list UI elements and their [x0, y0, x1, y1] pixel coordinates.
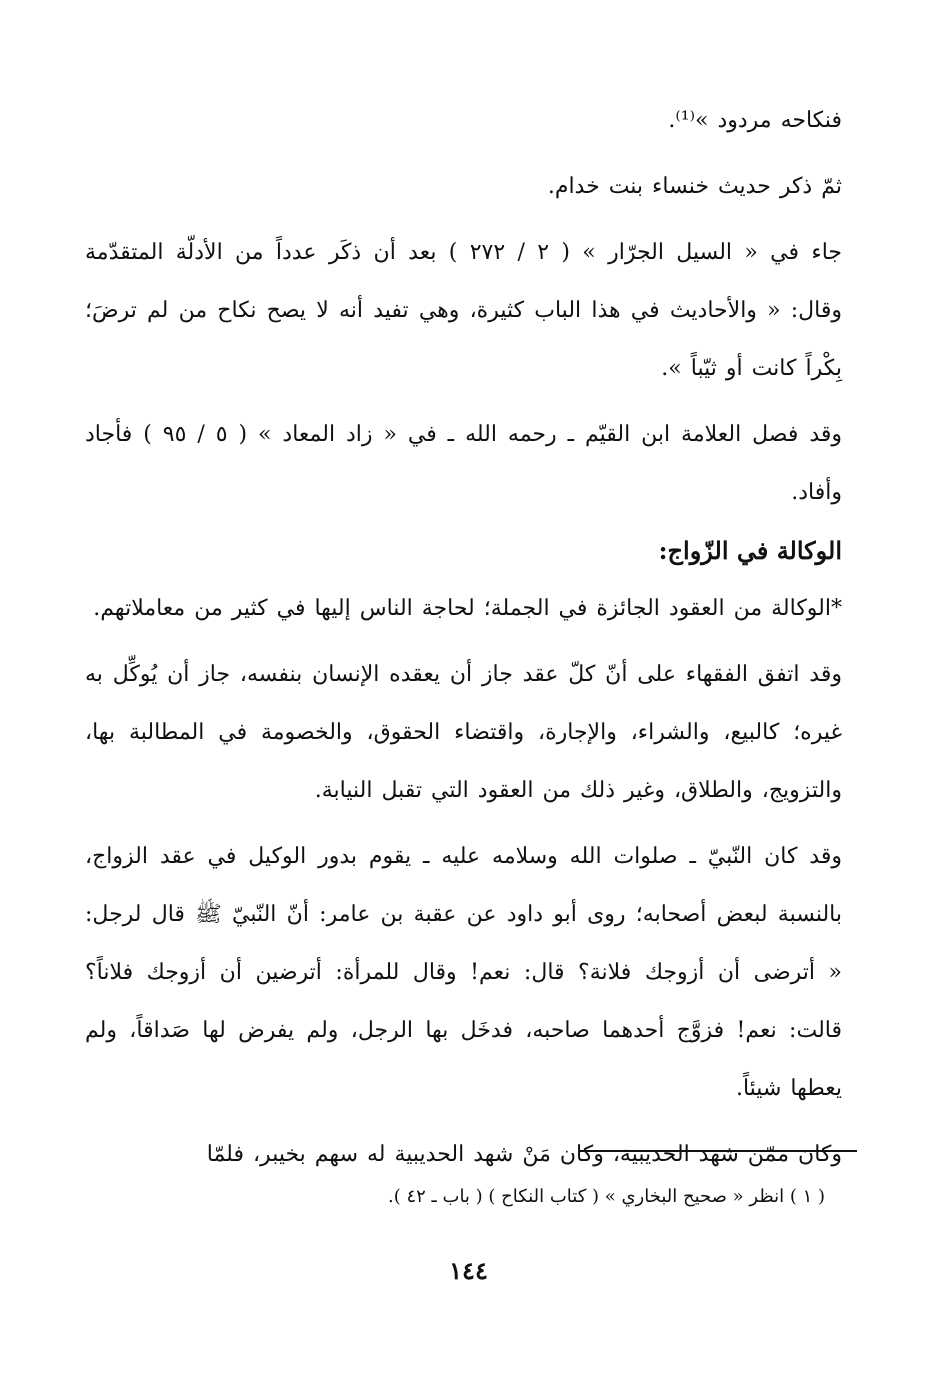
paragraph-8: وكان ممّن شهد الحديبية، وكان مَنْ شهد الحديبية له سهم بخيبر، فلمّا: [206, 1142, 842, 1167]
footnote: ( ١ ) انظر « صحيح البخاري » ( كتاب النكاح ) ( باب ـ ٤٢ ).: [387, 1186, 825, 1207]
footnote-divider: [579, 1150, 857, 1152]
paragraph-2: ثمّ ذكر حديث خنساء بنت خدام.: [547, 174, 842, 199]
main-text: [85, 92, 842, 1184]
section-heading: الوكالة في الزّواج:: [658, 536, 842, 565]
paragraph-3: جاء في « السيل الجرّار » ( ٢ / ٢٧٢ ) بعد أن ذكَر عدداً من الأدلّة المتقدّمة وقال: « والأحاديث في هذا الباب كثيرة، وهي تفيد أنه لا يصح نكاح من لم ترضَ؛ بِكْراً كانت أو ثيّباً ».: [85, 240, 842, 381]
paragraph-7: وقد كان النّبيّ ـ صلوات الله وسلامه عليه ـ يقوم بدور الوكيل في عقد الزواج، بالنسبة لبعض أصحابه؛ روى أبو داود عن عقبة بن عامر: أنّ النّبيّ ﷺ قال لرجل: « أترضى أن أزوجك فلانة؟ قال: نعم! وقال للمرأة: أترضين أن أزوجك فلاناً؟ قالت: نعم! فزوَّج أحدهما صاحبه، فدخَل بها الرجل، ولم يفرض لها صَداقاً، ولم يعطها شيئاً.: [85, 844, 842, 1101]
paragraph-4: وقد فصل العلامة ابن القيّم ـ رحمه الله ـ في « زاد المعاد » ( ٥ / ٩٥ ) فأجاد وأفاد.: [85, 422, 843, 505]
paragraph-6: وقد اتفق الفقهاء على أنّ كلّ عقد جاز أن يعقده الإنسان بنفسه، جاز أن يُوكِّل به غيره؛ كالبيع، والشراء، والإجارة، واقتضاء الحقوق، والخصومة في المطالبة بها، والتزويج، والطلاق، وغير ذلك من العقود التي تقبل النيابة.: [85, 662, 842, 803]
paragraph-5: *الوكالة من العقود الجائزة في الجملة؛ لحاجة الناس إليها في كثير من معاملاتهم.: [93, 596, 842, 621]
page-number: ١٤٤: [449, 1256, 488, 1285]
paragraph-1: فنكاحه مردود »⁽¹⁾.: [668, 108, 842, 133]
